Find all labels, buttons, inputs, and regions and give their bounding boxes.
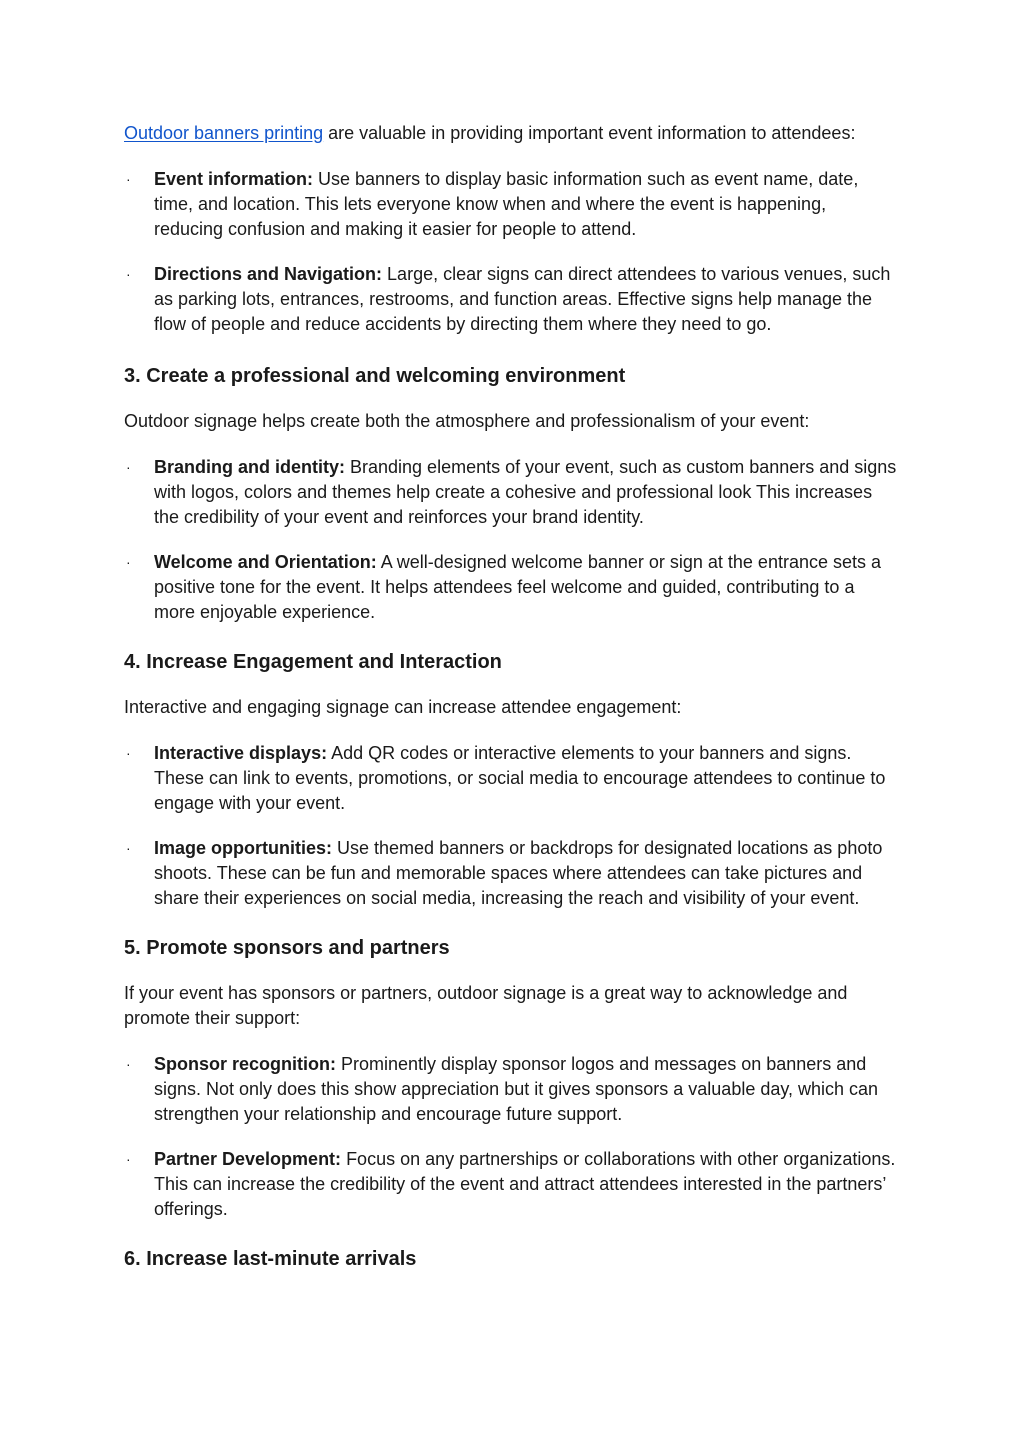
bullet-dot-icon: · xyxy=(126,554,131,570)
bullet-lead: Branding and identity: xyxy=(154,457,345,477)
bullet-item xyxy=(124,1147,899,1222)
bullet-dot-icon: · xyxy=(126,840,131,856)
bullet-item xyxy=(124,741,899,816)
bullet-text: A well-designed welcome banner or sign at the entrance sets a positive tone for the event. It helps attendees feel welcome and guided, contributing to a more enjoyable experience. xyxy=(154,552,882,622)
bullet-item xyxy=(124,550,899,625)
section-heading-4: 4. Increase Engagement and Interaction xyxy=(124,651,502,673)
section-heading-3: 3. Create a professional and welcoming environment xyxy=(124,365,626,387)
bullet-lead: Welcome and Orientation: xyxy=(154,552,377,572)
bullet-dot-icon: · xyxy=(126,1056,131,1072)
bullet-dot-icon: · xyxy=(126,745,131,761)
bullet-text: Branding elements of your event, such as custom banners and signs with logos, colors and themes help create a cohesive and professional look This increases the credibility of your event and reinforces your brand identity. xyxy=(154,457,897,527)
intro-paragraph xyxy=(124,121,899,146)
bullet-text: Focus on any partnerships or collaborations with other organizations. This can increase the credibility of the event and attract attendees interested in the partners’ offerings. xyxy=(154,1149,896,1219)
section-intro-3: Outdoor signage helps create both the atmosphere and professionalism of your event: xyxy=(124,411,810,431)
bullet-item xyxy=(124,455,899,530)
bullet-text: Large, clear signs can direct attendees to various venues, such as parking lots, entrances, restrooms, and function areas. Effective signs help manage the flow of people and reduce accidents by directing them where they need to go. xyxy=(154,264,891,334)
bullet-dot-icon: · xyxy=(126,459,131,475)
bullet-lead: Directions and Navigation: xyxy=(154,264,383,284)
bullet-text: Add QR codes or interactive elements to your banners and signs. These can link to events, promotions, or social media to encourage attendees to continue to engage with your event. xyxy=(154,743,886,813)
bullet-lead: Image opportunities: xyxy=(154,838,333,858)
bullet-item xyxy=(124,167,899,242)
bullet-item xyxy=(124,262,899,337)
section-heading-5: 5. Promote sponsors and partners xyxy=(124,937,450,959)
section-intro-4: Interactive and engaging signage can increase attendee engagement: xyxy=(124,697,682,717)
bullet-dot-icon: · xyxy=(126,1151,131,1167)
bullet-text: Use themed banners or backdrops for designated locations as photo shoots. These can be fun and memorable spaces where attendees can take pictures and share their experiences on social media, increasing the reach and visibility of your event. xyxy=(154,838,883,908)
bullet-item xyxy=(124,836,899,911)
bullet-item xyxy=(124,1052,899,1127)
bullet-dot-icon: · xyxy=(126,171,131,187)
section-intro-5: If your event has sponsors or partners, outdoor signage is a great way to acknowledge and promote their support: xyxy=(124,983,848,1028)
intro-text: are valuable in providing important event information to attendees: xyxy=(323,123,856,143)
bullet-lead: Sponsor recognition: xyxy=(154,1054,336,1074)
outdoor-banners-link[interactable]: Outdoor banners printing xyxy=(124,123,324,143)
bullet-dot-icon: · xyxy=(126,266,131,282)
bullet-lead: Interactive displays: xyxy=(154,743,328,763)
bullet-lead: Event information: xyxy=(154,169,314,189)
section-heading-6: 6. Increase last-minute arrivals xyxy=(124,1248,417,1270)
bullet-lead: Partner Development: xyxy=(154,1149,342,1169)
document-page xyxy=(124,121,899,1292)
bullet-text: Use banners to display basic information such as event name, date, time, and location. This lets everyone know when and where the event is happening, reducing confusion and making it easier for people to attend. xyxy=(154,169,859,239)
bullet-text: Prominently display sponsor logos and messages on banners and signs. Not only does this show appreciation but it gives sponsors a valuable day, which can strengthen your relationship and encourage future support. xyxy=(154,1054,879,1124)
